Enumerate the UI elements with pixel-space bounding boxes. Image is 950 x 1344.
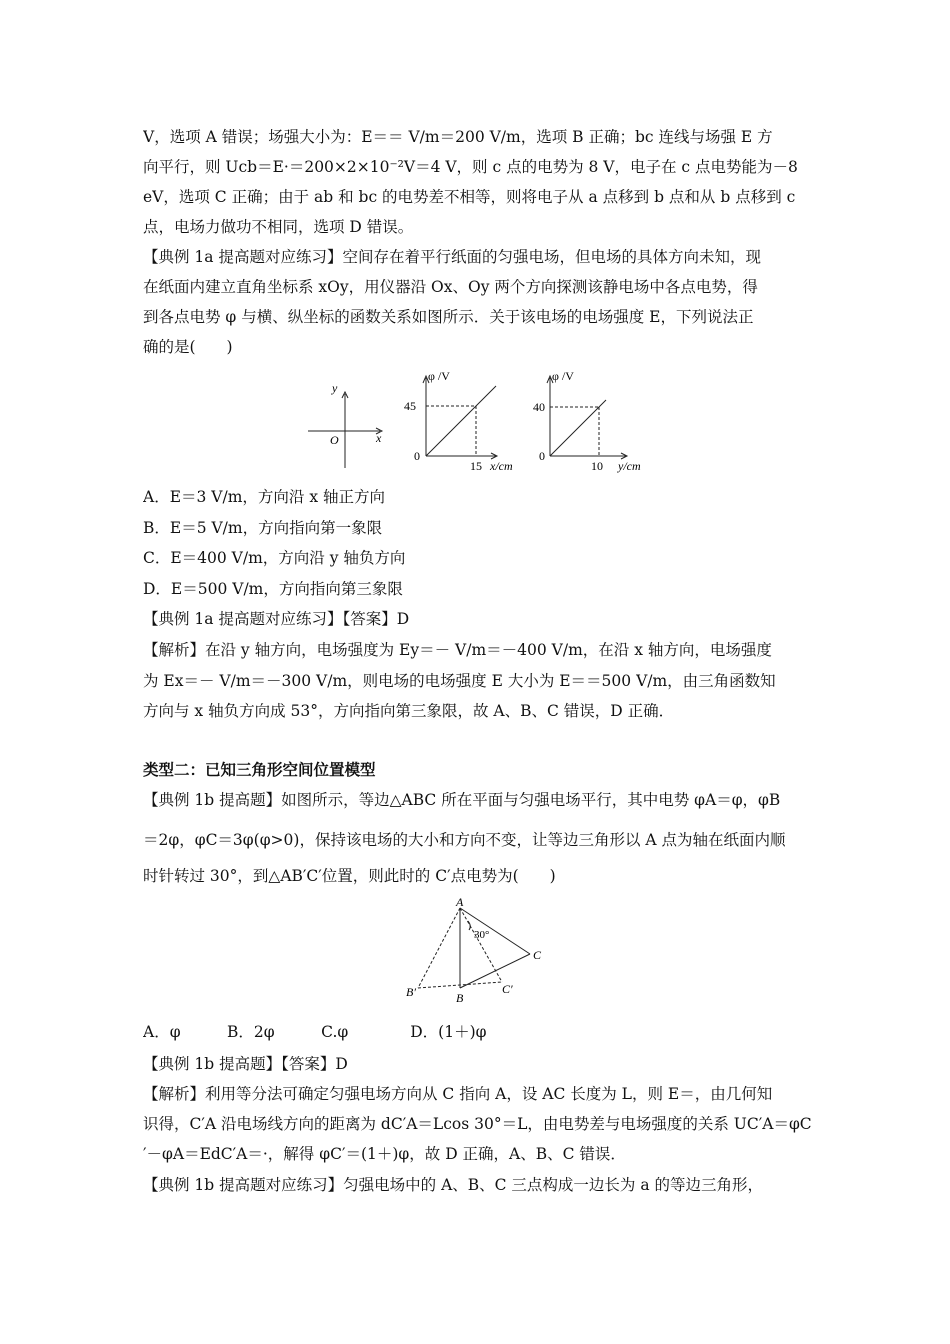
- text-line: 确的是( ): [143, 338, 233, 356]
- option-a: A．E＝3 V/m，方向沿 x 轴正方向: [143, 488, 386, 506]
- text-line: 向平行，则 Ucb＝E·＝200×2×10⁻²V＝4 V，则 c 点的电势为 8 V，电子在 c 点电势能为－8: [143, 158, 798, 176]
- text-line: 点，电场力做功不相同，选项 D 错误。: [143, 218, 414, 236]
- vertex-a: A: [456, 896, 464, 909]
- question-heading: 【典例 1b 提高题对应练习】匀强电场中的 A、B、C 三点构成一边长为 a 的等边三角形，: [143, 1176, 764, 1194]
- text-line: 时针转过 30°，到△AB′C′位置，则此时的 C′点电势为( ): [143, 867, 556, 885]
- analysis-line: 方向与 x 轴负方向成 53°，方向指向第三象限，故 A、B、C 错误，D 正确．: [143, 702, 675, 720]
- option-d: D．E＝500 V/m，方向指向第三象限: [143, 580, 403, 598]
- analysis-line: 识得，C′A 沿电场线方向的距离为 dC′A＝Lcos 30°＝L，由电势差与电场强度的关系 UC′A＝φC: [143, 1115, 812, 1133]
- coord-origin-label: O: [330, 433, 339, 447]
- vertex-b-prime: B′: [406, 985, 416, 999]
- text-line: V，选项 A 错误；场强大小为：E＝＝ V/m＝200 V/m，选项 B 正确；bc 连线与场强 E 方: [143, 128, 773, 146]
- graph1-ytick: 45: [404, 399, 416, 413]
- text-line: eV，选项 C 正确；由于 ab 和 bc 的电势差不相等，则将电子从 a 点移到 b 点和从 b 点移到 c: [143, 188, 796, 206]
- analysis-line: ′－φA＝EdC′A＝·，解得 φC′＝(1＋)φ，故 D 正确，A、B、C 错误．: [143, 1145, 626, 1163]
- graph2-ytick: 40: [533, 400, 545, 414]
- vertex-b: B: [456, 991, 464, 1005]
- triangle-rotation-figure: [400, 896, 560, 1018]
- graph1-origin: 0: [414, 449, 420, 463]
- options-line: A．φ B．2φ C.φ D．(1＋)φ: [143, 1023, 487, 1041]
- coord-y-label: y: [332, 381, 338, 395]
- section-heading: 类型二：已知三角形空间位置模型: [143, 761, 376, 779]
- vertex-c-prime: C′: [502, 982, 513, 996]
- text-line: ＝2φ，φC＝3φ(φ>0)，保持该电场的大小和方向不变，让等边三角形以 A 点为轴在纸面内顺: [143, 831, 786, 849]
- graph1-xtick: 15: [470, 459, 482, 473]
- answer-heading: 【典例 1a 提高题对应练习】【答案】D: [143, 610, 410, 628]
- potential-graphs-figure: [300, 366, 660, 476]
- question-heading: 【典例 1b 提高题】如图所示，等边△ABC 所在平面与匀强电场平行，其中电势 φA＝φ，φB: [143, 791, 781, 809]
- text-line: 在纸面内建立直角坐标系 xOy，用仪器沿 Ox、Oy 两个方向探测该静电场中各点电势，得: [143, 278, 758, 296]
- coordinate-system: [308, 392, 382, 468]
- analysis-line: 【解析】利用等分法可确定匀强电场方向从 C 指向 A，设 AC 长度为 L，则 E＝，由几何知: [143, 1085, 773, 1103]
- graph1-xlabel: x/cm: [490, 459, 513, 473]
- graph-phi-vs-x: [423, 376, 497, 459]
- question-heading: 【典例 1a 提高题对应练习】空间存在着平行纸面的匀强电场，但电场的具体方向未知，现: [143, 248, 761, 266]
- analysis-line: 【解析】在沿 y 轴方向，电场强度为 Ey＝－ V/m＝－400 V/m，在沿 x 轴方向，电场强度: [143, 641, 772, 659]
- text-line: 到各点电势 φ 与横、纵坐标的函数关系如图所示．关于该电场的电场强度 E，下列说法正: [143, 308, 754, 326]
- option-c: C．E＝400 V/m，方向沿 y 轴负方向: [143, 549, 406, 567]
- graph1-ylabel: φ /V: [428, 369, 450, 383]
- graph2-ylabel: φ /V: [552, 369, 574, 383]
- option-b: B．E＝5 V/m，方向指向第一象限: [143, 519, 383, 537]
- graph2-xlabel: y/cm: [618, 459, 641, 473]
- angle-label: 30°: [474, 929, 490, 941]
- analysis-line: 为 Ex＝－ V/m＝－300 V/m，则电场的电场强度 E 大小为 E＝＝500 V/m，由三角函数知: [143, 672, 776, 690]
- coord-x-label: x: [376, 431, 382, 445]
- graph2-origin: 0: [539, 449, 545, 463]
- vertex-c: C: [533, 948, 542, 962]
- graph-phi-vs-y: [547, 376, 627, 459]
- answer-heading: 【典例 1b 提高题】【答案】D: [143, 1055, 348, 1073]
- graph2-xtick: 10: [591, 459, 603, 473]
